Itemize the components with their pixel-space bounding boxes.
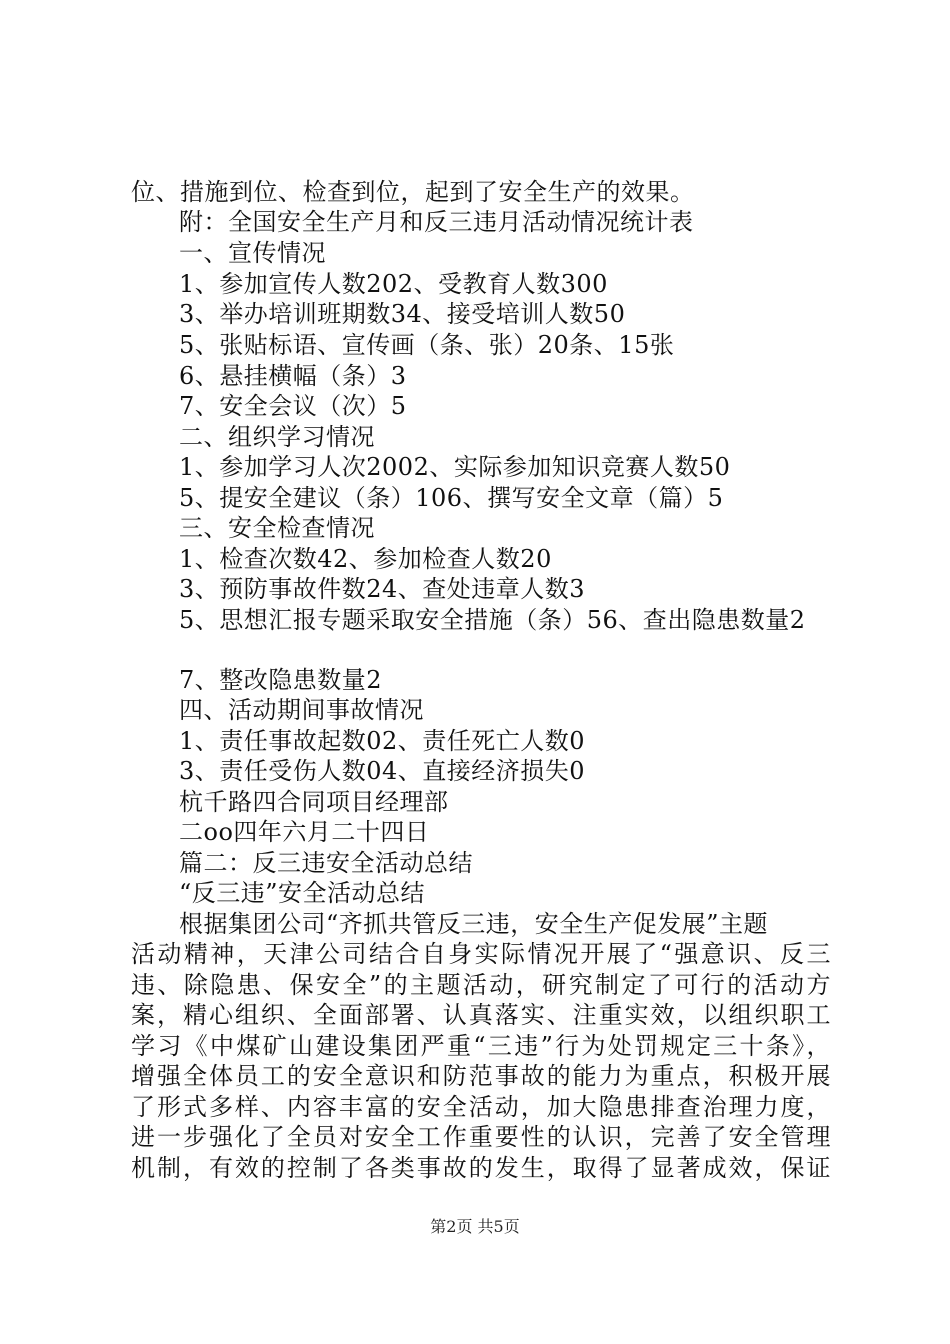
stat-line: 1、责任事故起数02、责任死亡人数0: [179, 727, 586, 755]
stat-line: 5、思想汇报专题采取安全措施（条）56、查出隐患数量2: [179, 606, 806, 634]
section-heading: 四、活动期间事故情况: [179, 696, 424, 724]
stat-line: 3、举办培训班期数34、接受培训人数50: [179, 300, 626, 328]
stat-line: 3、预防事故件数24、查处违章人数3: [179, 575, 586, 603]
section-heading: 一、宣传情况: [179, 239, 326, 267]
stat-line: 6、悬挂横幅（条）3: [179, 362, 407, 390]
stat-line: 7、整改隐患数量2: [179, 666, 383, 694]
page-footer: 第2页 共5页: [430, 1217, 520, 1236]
text-line: 位、措施到位、检查到位，起到了安全生产的效果。: [131, 178, 695, 206]
paragraph-line: 违、除隐患、保安全”的主题活动，研究制定了可行的活动方: [131, 971, 831, 999]
section-heading: 二、组织学习情况: [179, 423, 375, 451]
chapter-heading: 篇二：反三违安全活动总结: [179, 849, 473, 877]
stat-line: 5、提安全建议（条）106、撰写安全文章（篇）5: [179, 484, 724, 512]
paragraph-line: 学习《中煤矿山建设集团严重“三违”行为处罚规定三十条》，: [131, 1032, 831, 1060]
date-line: 二oo四年六月二十四日: [179, 818, 430, 846]
stat-line: 1、检查次数42、参加检查人数20: [179, 545, 552, 573]
stat-line: 5、张贴标语、宣传画（条、张）20条、15张: [179, 331, 675, 359]
paragraph-line: 进一步强化了全员对安全工作重要性的认识，完善了安全管理: [131, 1123, 831, 1151]
paragraph-line: 增强全体员工的安全意识和防范事故的能力为重点，积极开展: [131, 1062, 831, 1090]
paragraph-line: 了形式多样、内容丰富的安全活动，加大隐患排查治理力度，: [131, 1093, 831, 1121]
stat-line: 1、参加学习人次2002、实际参加知识竞赛人数50: [179, 453, 731, 481]
organization-name: 杭千路四合同项目经理部: [179, 788, 449, 816]
section-heading: 三、安全检查情况: [179, 514, 375, 542]
stat-line: 3、责任受伤人数04、直接经济损失0: [179, 757, 586, 785]
stat-line: 7、安全会议（次）5: [179, 392, 407, 420]
article-title: “反三违”安全活动总结: [179, 879, 426, 907]
appendix-title: 附：全国安全生产月和反三违月活动情况统计表: [179, 208, 694, 236]
stat-line: 1、参加宣传人数202、受教育人数300: [179, 270, 608, 298]
paragraph-line: 机制，有效的控制了各类事故的发生，取得了显著成效，保证: [131, 1154, 831, 1182]
paragraph-line: 活动精神，天津公司结合自身实际情况开展了“强意识、反三: [131, 940, 831, 968]
paragraph-line: 根据集团公司“齐抓共管反三违，安全生产促发展”主题: [179, 910, 769, 938]
paragraph-line: 案，精心组织、全面部署、认真落实、注重实效，以组织职工: [131, 1001, 831, 1029]
